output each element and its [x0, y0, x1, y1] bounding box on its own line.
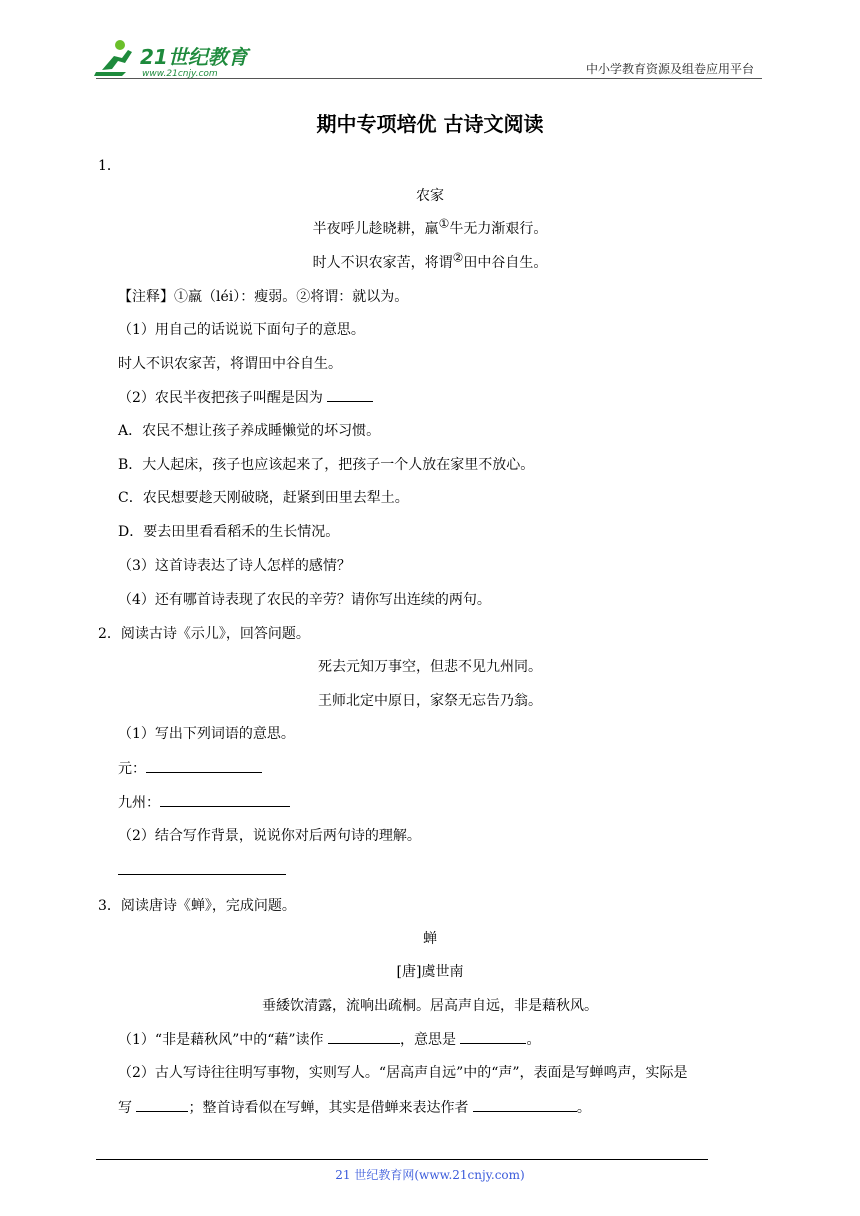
q2-poem-line2: 王师北定中原日，家祭无忘告乃翁。: [318, 693, 542, 709]
runner-logo-icon: [92, 36, 262, 80]
q3-sub1-blank-reading[interactable]: [328, 1029, 400, 1044]
q3-sub2-blank-2[interactable]: [473, 1097, 577, 1112]
site-logo: [92, 36, 262, 80]
q3-poem-author: [唐]虞世南: [396, 964, 464, 980]
q2-word2: 九州：: [118, 792, 290, 813]
q1-sub2-blank[interactable]: [327, 387, 373, 402]
note-mark-1: ①: [438, 216, 450, 231]
q1-option-b: B．大人起床，孩子也应该起来了，把孩子一个人放在家里不放心。: [118, 457, 535, 473]
q2-word1: 元：: [118, 758, 262, 779]
q1-option-a: A．农民不想让孩子养成睡懒觉的坏习惯。: [118, 423, 381, 439]
q2-word2-blank[interactable]: [160, 792, 290, 807]
q1-sub1: （1）用自己的话说说下面句子的意思。: [118, 322, 365, 338]
logo-text: 21世纪教育: [140, 45, 248, 69]
q3-sub1: （1）“非是藉秋风”中的“藉”读作 ，意思是 。: [118, 1029, 540, 1050]
q2-sub2: （2）结合写作背景，说说你对后两句诗的理解。: [118, 828, 421, 844]
note-mark-2: ②: [452, 250, 464, 265]
q2-poem-line1: 死去元知万事空，但悲不见九州同。: [318, 659, 542, 675]
q1-sub3: （3）这首诗表达了诗人怎样的感情？: [118, 558, 351, 574]
footer-divider: [96, 1159, 708, 1160]
q2-word1-blank[interactable]: [146, 758, 262, 773]
q1-option-d: D．要去田里看看稻禾的生长情况。: [118, 524, 340, 540]
footer-text[interactable]: 21 世纪教育网(www.21cnjy.com): [335, 1168, 525, 1182]
q2-sub2-answer-line[interactable]: [118, 860, 286, 881]
q2-intro: 2．阅读古诗《示儿》，回答问题。: [98, 626, 310, 642]
q1-sub2: （2）农民半夜把孩子叫醒是因为: [118, 387, 373, 408]
q1-number: 1．: [98, 158, 121, 174]
q3-sub1-blank-meaning[interactable]: [460, 1029, 526, 1044]
q3-sub2-blank-1[interactable]: [136, 1097, 188, 1112]
q1-sub1-sentence: 时人不识农家苦，将谓田中谷自生。: [118, 356, 342, 372]
header-platform-text: 中小学教育资源及组卷应用平台: [585, 62, 754, 76]
q2-sub1: （1）写出下列词语的意思。: [118, 726, 295, 742]
q1-poem-title: 农家: [416, 188, 444, 204]
q1-option-c: C．农民想要趁天刚破晓，赶紧到田里去犁土。: [118, 490, 409, 506]
q3-intro: 3．阅读唐诗《蝉》，完成问题。: [98, 898, 296, 914]
q1-poem-line1: 半夜呼儿趁晓耕，羸①牛无力渐艰行。: [312, 216, 548, 237]
logo-url: www.21cnjy.com: [142, 69, 218, 79]
q3-sub2-line1: （2）古人写诗往往明写事物，实则写人。“居高声自远”中的“声”，表面是写蝉鸣声，实际是: [118, 1065, 688, 1081]
q1-poem-line2: 时人不识农家苦，将谓②田中谷自生。: [312, 250, 548, 271]
q3-poem-title: 蝉: [423, 931, 437, 947]
page-title: 期中专项培优 古诗文阅读: [316, 112, 544, 136]
q3-poem-line1: 垂緌饮清露，流响出疏桐。居高声自远，非是藉秋风。: [262, 998, 598, 1014]
header-divider: [96, 78, 762, 79]
q1-sub4: （4）还有哪首诗表现了农民的辛劳？请你写出连续的两句。: [118, 592, 491, 608]
q1-note: 【注释】①羸（léi）：瘦弱。②将谓：就以为。: [118, 289, 409, 305]
q3-sub2-line2: 写 ；整首诗看似在写蝉，其实是借蝉来表达作者 。: [118, 1097, 591, 1118]
